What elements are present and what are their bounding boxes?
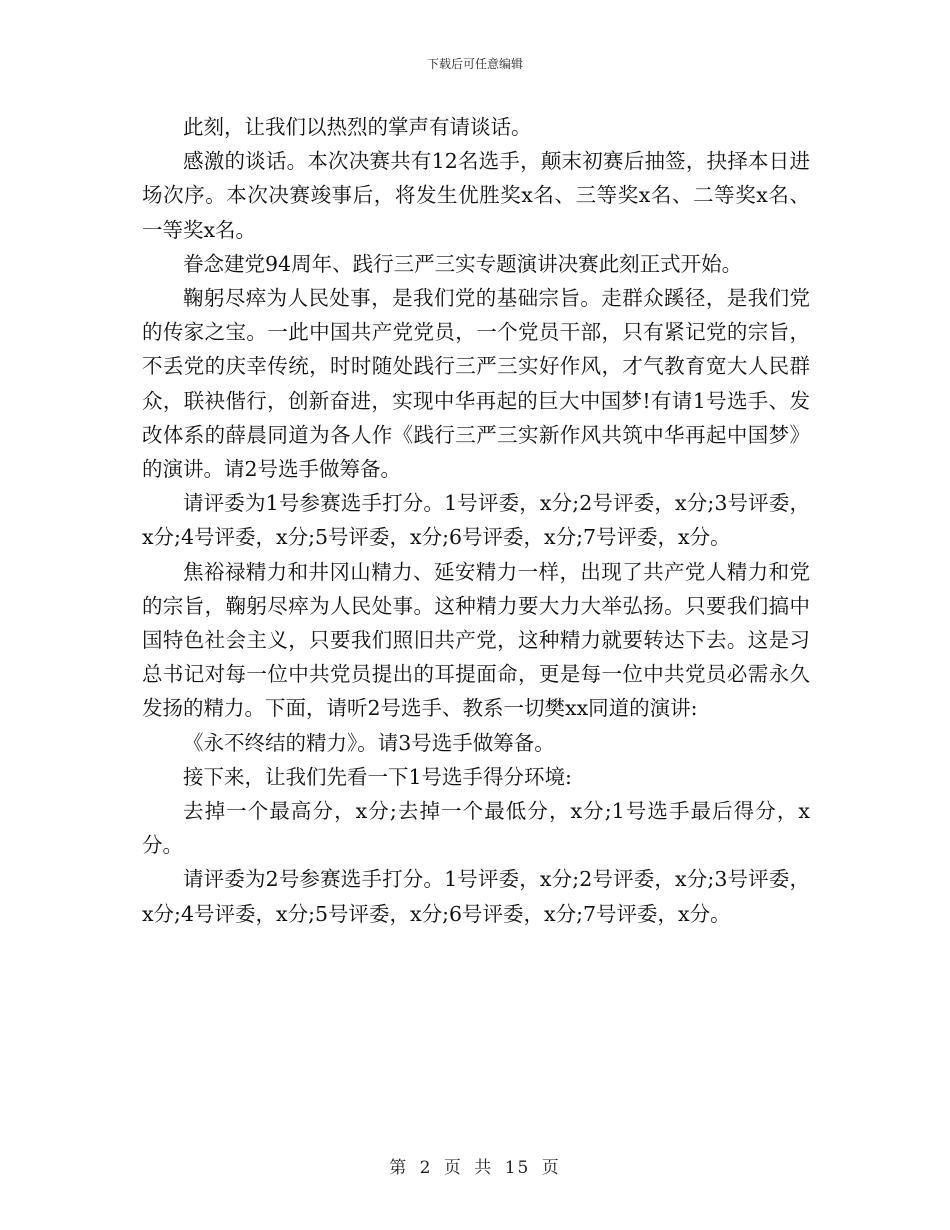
paragraph: 去掉一个最高分，x分;去掉一个最低分，x分;1号选手最后得分，x分。 <box>142 799 810 858</box>
paragraph: 请评委为2号参赛选手打分。1号评委，x分;2号评委，x分;3号评委，x分;4号评委，x分;5号评委，x分;6号评委，x分;7号评委，x分。 <box>142 867 810 926</box>
paragraph: 接下来，让我们先看一下1号选手得分环境: <box>183 764 572 789</box>
document-body <box>142 110 810 931</box>
paragraph: 请评委为1号参赛选手打分。1号评委，x分;2号评委，x分;3号评委，x分;4号评委，x分;5号评委，x分;6号评委，x分;7号评委，x分。 <box>142 491 810 550</box>
paragraph: 眷念建党94周年、践行三严三实专题演讲决赛此刻正式开始。 <box>183 251 743 276</box>
paragraph: 《永不终结的精力》。请3号选手做筹备。 <box>183 730 555 755</box>
page-number: 第 2 页 共 15 页 <box>389 1158 561 1178</box>
paragraph: 鞠躬尽瘁为人民处事，是我们党的基础宗旨。走群众蹊径，是我们党的传家之宝。一此中国共产党党员，一个党员干部，只有紧记党的宗旨，不丢党的庆幸传统，时时随处践行三严三实好作风，才气教育宽大人民群众，联袂偕行，创新奋进，实现中华再起的巨大中国梦!有请1号选手、发改体系的薛晨同道为各人作《践行三严三实新作风共筑中华再起中国梦》的演讲。请2号选手做筹备。 <box>142 286 810 482</box>
paragraph: 感激的谈话。本次决赛共有12名选手，颠末初赛后抽签，抉择本日进场次序。本次决赛竣事后，将发生优胜奖x名、三等奖x名、二等奖x名、一等奖x名。 <box>142 149 810 242</box>
paragraph: 焦裕禄精力和井冈山精力、延安精力一样，出现了共产党人精力和党的宗旨，鞠躬尽瘁为人民处事。这种精力要大力大举弘扬。只要我们搞中国特色社会主义，只要我们照旧共产党，这种精力就要转达下去。这是习总书记对每一位中共党员提出的耳提面命，更是每一位中共党员必需永久发扬的精力。下面，请听2号选手、教系一切樊xx同道的演讲: <box>142 559 810 721</box>
page-header: 下载后可任意编辑 <box>426 57 523 71</box>
paragraph: 此刻，让我们以热烈的掌声有请谈话。 <box>183 115 532 139</box>
